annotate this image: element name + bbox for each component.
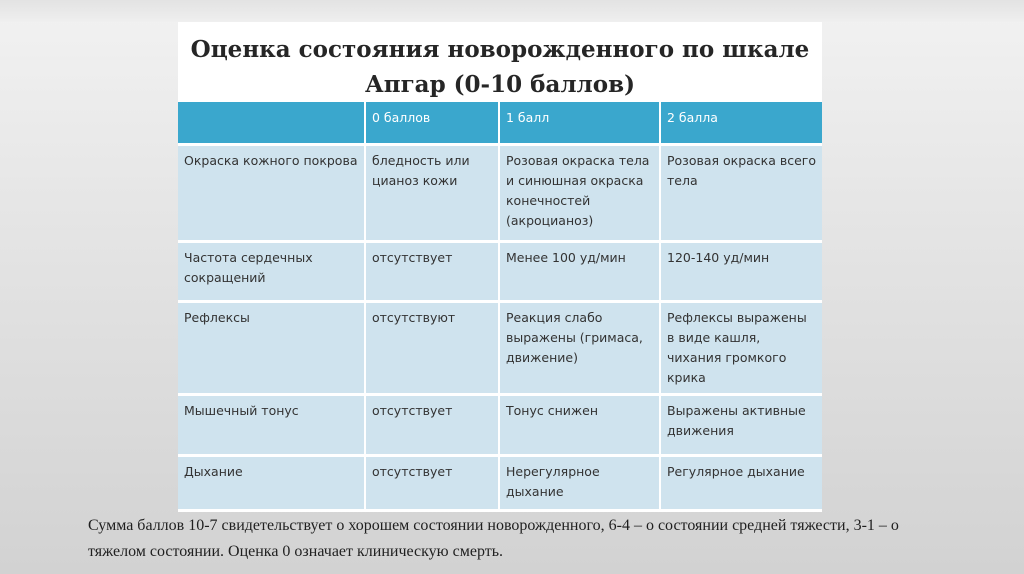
slide-title (178, 32, 822, 102)
table-row (178, 303, 822, 396)
table-row (178, 243, 822, 303)
score-1-cell: Реакция слабо выражены (гримаса, движение) (500, 303, 661, 396)
apgar-table (178, 102, 822, 512)
score-0-cell: отсутствует (366, 457, 500, 512)
table-header-row (178, 102, 822, 146)
score-2-cell: Розовая окраска всего тела (661, 146, 822, 243)
table-row (178, 457, 822, 512)
criterion-cell: Дыхание (178, 457, 366, 512)
table-row (178, 396, 822, 457)
header-cell-2-points: 2 балла (661, 102, 822, 146)
score-1-cell: Нерегулярное дыхание (500, 457, 661, 512)
criterion-cell: Рефлексы (178, 303, 366, 396)
score-interpretation-text: Сумма баллов 10-7 свидетельствует о хорошем состоянии новорожденного, 6-4 – о состоянии средней тяжести, 3-1 – о тяжелом состоянии. Оценка 0 означает клиническую смерть. (88, 517, 899, 560)
table-row (178, 146, 822, 243)
score-2-cell: 120-140 уд/мин (661, 243, 822, 303)
score-2-cell: Выражены активные движения (661, 396, 822, 457)
score-2-cell: Рефлексы выражены в виде кашля, чихания громкого крика (661, 303, 822, 396)
title-line-2: Апгар (0-10 баллов) (365, 71, 635, 98)
criterion-cell: Мышечный тонус (178, 396, 366, 457)
header-cell-1-point: 1 балл (500, 102, 661, 146)
score-0-cell: бледность или цианоз кожи (366, 146, 500, 243)
header-cell-0-points: 0 баллов (366, 102, 500, 146)
score-0-cell: отсутствует (366, 396, 500, 457)
top-decor-strip (0, 0, 1024, 22)
title-line-1: Оценка состояния новорожденного по шкале (190, 36, 810, 63)
header-cell-criterion (178, 102, 366, 146)
slide-card (178, 22, 822, 506)
criterion-cell: Частота сердечных сокращений (178, 243, 366, 303)
score-1-cell: Менее 100 уд/мин (500, 243, 661, 303)
criterion-cell: Окраска кожного покрова (178, 146, 366, 243)
score-0-cell: отсутствуют (366, 303, 500, 396)
score-1-cell: Розовая окраска тела и синюшная окраска конечностей (акроцианоз) (500, 146, 661, 243)
score-0-cell: отсутствует (366, 243, 500, 303)
score-1-cell: Тонус снижен (500, 396, 661, 457)
score-2-cell: Регулярное дыхание (661, 457, 822, 512)
